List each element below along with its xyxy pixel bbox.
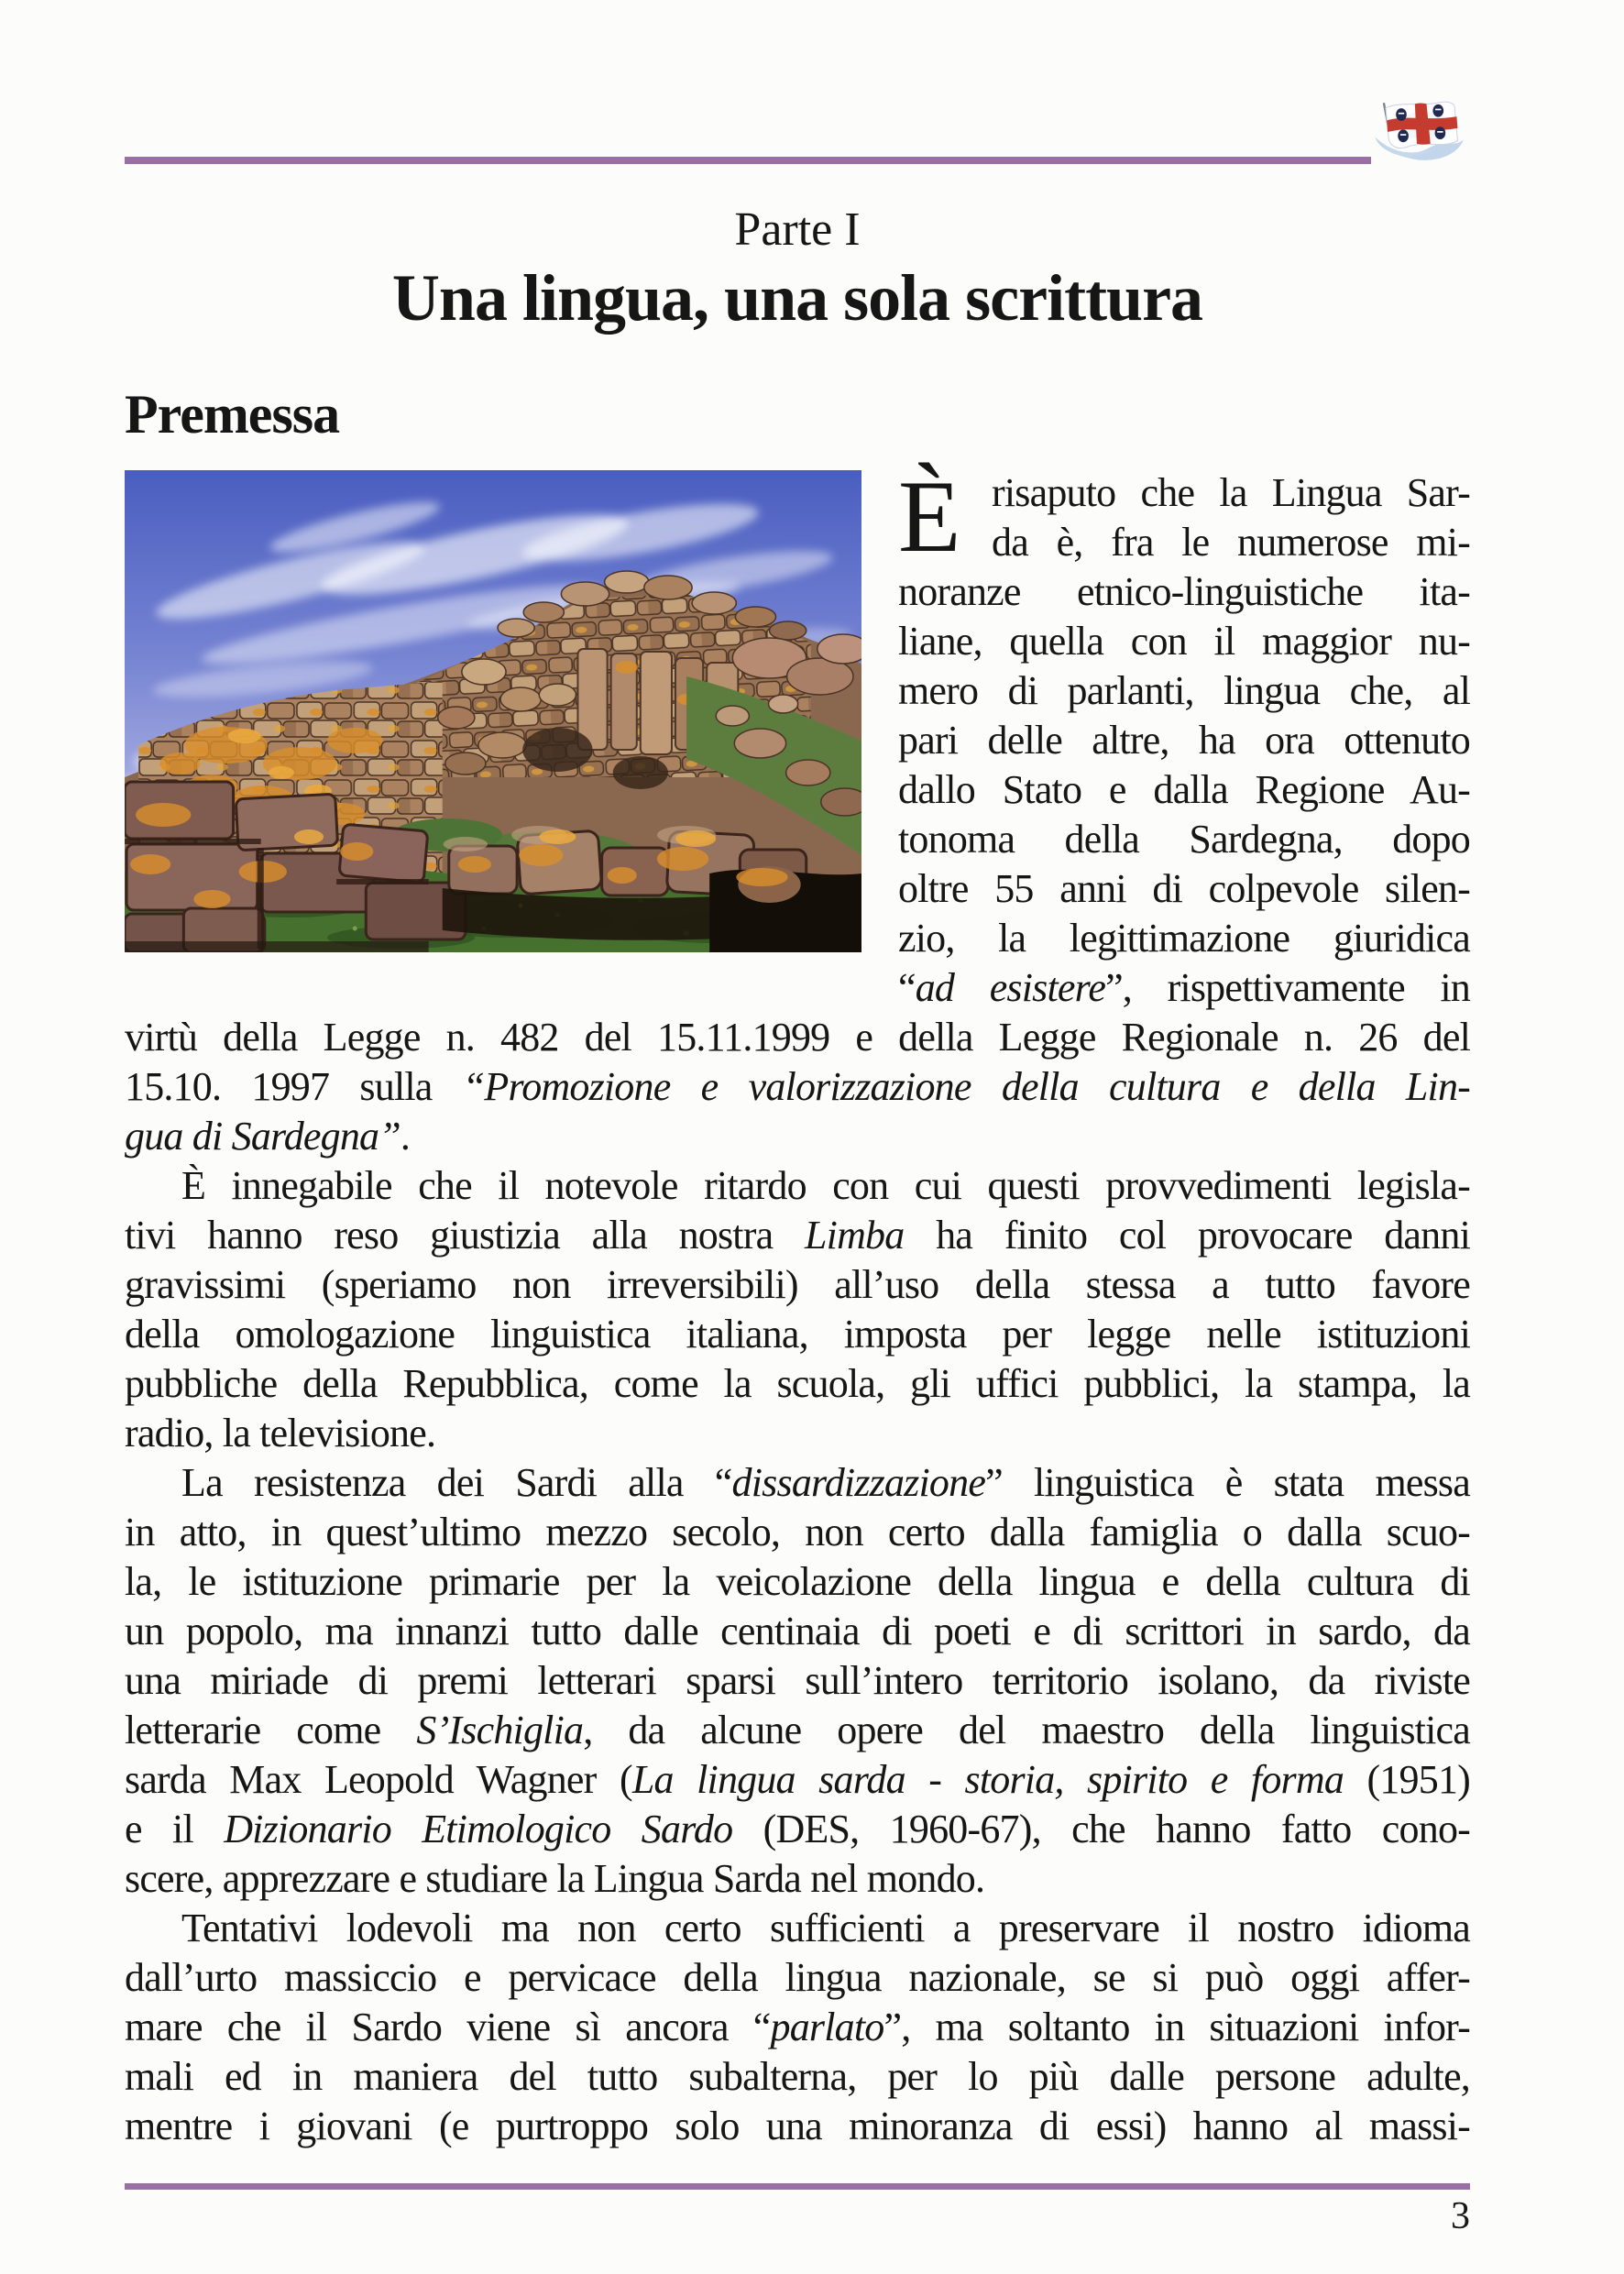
text-line: da è, fra le numerose mi- [992, 520, 1470, 565]
text-line: pubbliche della Repubblica, come la scuola, gli uffici pubblici, la stampa, la [125, 1361, 1470, 1406]
fullwidth-lines [125, 1013, 1470, 2151]
text-line: oltre 55 anni di colpevole silen- [898, 866, 1470, 911]
text-line: sarda Max Leopold Wagner (La lingua sarda - storia, spirito e forma (1951) [125, 1757, 1470, 1802]
page-number: 3 [1451, 2195, 1470, 2237]
text-line: in atto, in quest’ultimo mezzo secolo, non certo dalla famiglia o dalla scuo- [125, 1510, 1470, 1554]
text-line: e il Dizionario Etimologico Sardo (DES, 1960-67), che hanno fatto cono- [125, 1807, 1470, 1851]
text-line: tivi hanno reso giustizia alla nostra Limba ha finito col provocare danni [125, 1213, 1470, 1258]
text-line: mare che il Sardo viene sì ancora “parlato”, ma soltanto in situazioni infor- [125, 2005, 1471, 2049]
text-line: La resistenza dei Sardi alla “dissardizzazione” linguistica è stata messa [181, 1460, 1470, 1505]
text-line: pari delle altre, ha ora ottenuto [898, 718, 1470, 763]
text-line: tonoma della Sardegna, dopo [898, 817, 1470, 862]
text-line: zio, la legittimazione giuridica [898, 916, 1470, 961]
nuraghe-ruins-illustration [125, 470, 861, 952]
text-line: virtù della Legge n. 482 del 15.11.1999 e della Legge Regionale n. 26 del [125, 1015, 1470, 1060]
text-line: una miriade di premi letterari sparsi sull’intero territorio isolano, da riviste [125, 1658, 1470, 1703]
text-line: scere, apprezzare e studiare la Lingua Sarda nel mondo. [125, 1856, 985, 1901]
text-line: dallo Stato e dalla Regione Au- [898, 767, 1470, 812]
text-column [898, 460, 1470, 1013]
article-body [125, 460, 1471, 2151]
text-line: della omologazione linguistica italiana, imposta per legge nelle istituzioni [125, 1312, 1470, 1357]
text-line: liane, quella con il maggior nu- [898, 619, 1470, 664]
part-label: Parte I [734, 203, 861, 256]
text-line: mero di parlanti, lingua che, al [898, 668, 1470, 713]
drop-cap: È [898, 460, 961, 574]
column-lines [898, 460, 1470, 1013]
text-line: noranze etnico-linguistiche ita- [898, 569, 1470, 614]
photo-and-column-row [125, 460, 1470, 1013]
text-line: mali ed in maniera del tutto subalterna, per lo più dalle persone adulte, [125, 2054, 1470, 2099]
page-title: Una lingua, una sola scrittura [391, 261, 1203, 335]
text-line: “ad esistere”, rispettivamente in [898, 965, 1470, 1010]
text-line: letterarie come S’Ischiglia, da alcune opere del maestro della linguistica [125, 1708, 1470, 1752]
text-line: dall’urto massiccio e pervicace della lingua nazionale, se si può oggi affer- [125, 1955, 1470, 2000]
text-line: 15.10. 1997 sulla “Promozione e valorizzazione della cultura e della Lin- [125, 1064, 1471, 1109]
text-line: gua di Sardegna”. [125, 1114, 411, 1159]
text-line: la, le istituzione primarie per la veicolazione della lingua e della cultura di [125, 1559, 1470, 1604]
text-line: È innegabile che il notevole ritardo con cui questi provvedimenti legisla- [181, 1163, 1470, 1208]
text-line: risaputo che la Lingua Sar- [992, 470, 1470, 515]
premessa-photo [125, 470, 861, 952]
text-line: un popolo, ma innanzi tutto dalle centinaia di poeti e di scrittori in sardo, da [125, 1609, 1470, 1653]
section-heading: Premessa [125, 384, 340, 445]
text-line: gravissimi (speriamo non irreversibili) all’uso della stessa a tutto favore [125, 1262, 1470, 1307]
text-line: Tentativi lodevoli ma non certo sufficienti a preservare il nostro idioma [181, 1906, 1470, 1950]
text-line: mentre i giovani (e purtroppo solo una minoranza di essi) hanno al massi- [125, 2104, 1470, 2148]
header-rule [125, 157, 1371, 164]
text-line: radio, la televisione. [125, 1411, 436, 1456]
sardinian-flag-icon [1369, 95, 1466, 167]
footer-rule [125, 2183, 1470, 2190]
